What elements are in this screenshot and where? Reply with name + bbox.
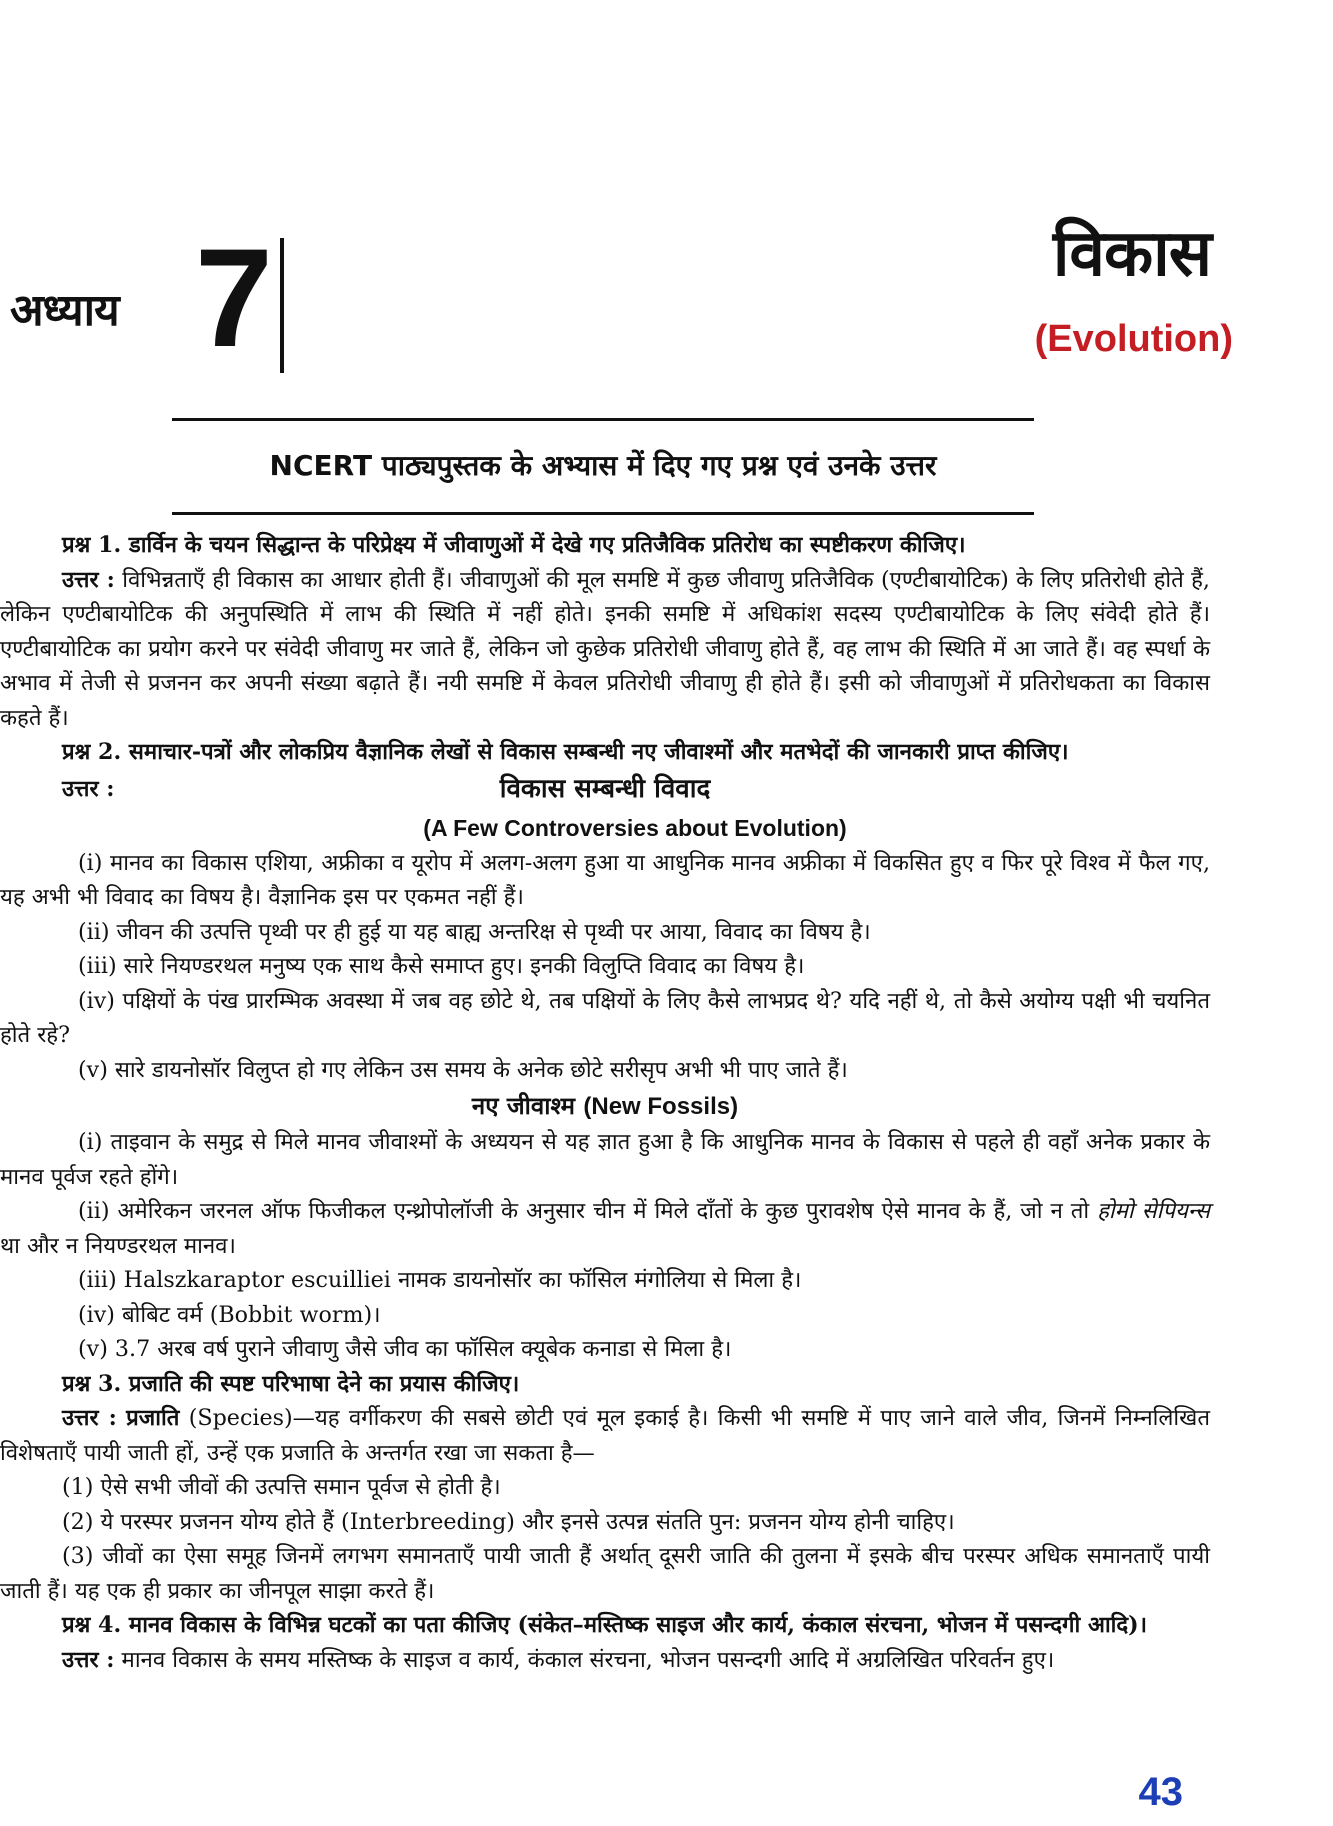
answer-label: उत्तर : (62, 775, 115, 802)
answer-label: उत्तर : (62, 1405, 117, 1431)
answer-label: उत्तर : (62, 1646, 115, 1673)
fossil-item: (i) ताइवान के समुद्र से मिले मानव जीवाश्मों के अध्ययन से यह ज्ञात हुआ है कि आधुनिक मानव के विकास से पहले ही वहाँ अनेक प्रकार के मानव पूर्वज रहते होंगे। (0, 1129, 1210, 1190)
fossil-item: (iii) Halszkaraptor escuilliei नामक डायनोसॉर का फॉसिल मंगोलिया से मिला है। (78, 1267, 802, 1293)
fossil-item: (iv) बोबिट वर्म (Bobbit worm)। (78, 1301, 381, 1328)
species-point: (1) ऐसे सभी जीवों की उत्पत्ति समान पूर्वज से होती है। (62, 1474, 501, 1500)
controversy-item: (iii) सारे नियण्डरथल मनुष्य एक साथ कैसे समाप्त हुए। इनकी विलुप्ति विवाद का विषय है। (78, 953, 805, 979)
question-3: प्रश्न 3. प्रजाति की स्पष्ट परिभाषा देने का प्रयास कीजिए। (62, 1370, 520, 1397)
answer-1-text: विभिन्नताएँ ही विकास का आधार होती हैं। जीवाणुओं की मूल समष्टि में कुछ जीवाणु प्रतिजैविक (एण्टीबायोटिक) के लिए प्रतिरोधी होते हैं, लेकिन एण्टीबायोटिक की अनुपस्थिति में लाभ की स्थिति में नहीं होते। इनकी समष्टि में अधिकांश सदस्य एण्टीबायोटिक के लिए संवेदी होते हैं। एण्टीबायोटिक का प्रयोग करने पर संवेदी जीवाणु मर जाते हैं, लेकिन जो कुछेक प्रतिरोधी जीवाणु होते हैं, वह लाभ की स्थिति में आ जाते हैं। वह स्पर्धा के अभाव में तेजी से प्रजनन कर अपनी संख्या बढ़ाते हैं। नयी समष्टि में केवल प्रतिरोधी जीवाणु ही होते हैं। इसी को जीवाणुओं में प्रतिरोधकता का विकास कहते हैं। (0, 566, 1210, 731)
answer-term: प्रजाति (126, 1405, 180, 1431)
chapter-label: अध्याय (10, 285, 119, 336)
page-number: 43 (1138, 1770, 1183, 1814)
question-2: प्रश्न 2. समाचार-पत्रों और लोकप्रिय वैज्ञानिक लेखों से विकास सम्बन्धी नए जीवाश्मों और मतभेदों की जानकारी प्राप्त कीजिए। (62, 739, 1069, 765)
fossils-title: नए जीवाश्म (471, 1092, 576, 1120)
chapter-number: 7 (195, 219, 273, 376)
fossil-item: (v) 3.7 अरब वर्ष पुराने जीवाणु जैसे जीव का फॉसिल क्यूबेक कनाडा से मिला है। (78, 1336, 732, 1362)
controversy-item: (iv) पक्षियों के पंख प्रारम्भिक अवस्था में जब वह छोटे थे, तब पक्षियों के लिए कैसे लाभप्रद थे? यदि नहीं थे, तो कैसे अयोग्य पक्षी भी चयनित होते रहे? (0, 987, 1210, 1048)
fossil-item-text: था और न नियण्डरथल मानव। (0, 1232, 236, 1259)
fossils-heading (0, 1087, 1210, 1125)
fossil-item-text: (ii) अमेरिकन जरनल ऑफ फिजीकल एन्थ्रोपोलॉजी के अनुसार चीन में मिले दाँतों के कुछ पुरावशेष ऐसे मानव के हैं, जो न तो (78, 1198, 1098, 1224)
answer-label: उत्तर : (62, 566, 115, 593)
answer-3-text: (Species)—यह वर्गीकरण की सबसे छोटी एवं मूल इकाई है। किसी भी समष्टि में पाए जाने वाले जीव, जिनमें निम्नलिखित विशेषताएँ पायी जाती हों, उन्हें एक प्रजाति के अन्तर्गत रखा जा सकता है— (0, 1405, 1210, 1466)
controversies-heading-row (0, 770, 1210, 810)
species-name: होमो सेपियन्स (1097, 1198, 1210, 1224)
controversies-title-en: (A Few Controversies about Evolution) (423, 814, 847, 841)
answer-1 (0, 563, 1210, 736)
answer-4-text: मानव विकास के समय मस्तिष्क के साइज व कार्य, कंकाल संरचना, भोजन पसन्दगी आदि में अग्रलिखित परिवर्तन हुए। (121, 1646, 1055, 1673)
answer-3 (0, 1401, 1210, 1470)
fossils-title-en: (New Fossils) (583, 1093, 739, 1120)
chapter-subtitle: (Evolution) (1034, 318, 1233, 360)
answer-4 (0, 1643, 1210, 1678)
chapter-title: विकास (1052, 217, 1211, 291)
fossil-item (0, 1194, 1210, 1263)
question-4: प्रश्न 4. मानव विकास के विभिन्न घटकों का पता कीजिए (संकेत–मस्तिष्क साइज और कार्य, कंकाल संरचना, भोजन में पसन्दगी आदि)। (62, 1612, 1148, 1638)
controversies-title: विकास सम्बन्धी विवाद (499, 773, 711, 804)
page-body (0, 528, 1210, 1677)
controversy-item: (i) मानव का विकास एशिया, अफ्रीका व यूरोप में अलग-अलग हुआ या आधुनिक मानव अफ्रीका में विकसित हुए व फिर पूरे विश्व में फैल गए, यह अभी भी विवाद का विषय है। वैज्ञानिक इस पर एकमत नहीं हैं। (0, 849, 1210, 910)
controversy-item: (v) सारे डायनोसॉर विलुप्त हो गए लेकिन उस समय के अनेक छोटे सरीसृप अभी भी पाए जाते हैं। (78, 1056, 848, 1083)
section-heading: NCERT पाठ्यपुस्तक के अभ्यास में दिए गए प्रश्न एवं उनके उत्तर (269, 449, 937, 482)
chapter-divider (280, 238, 284, 373)
heading-rule-top (172, 418, 1034, 421)
species-point: (2) ये परस्पर प्रजनन योग्य होते हैं (Interbreeding) और इनसे उत्पन्न संतति पुन: प्रजनन योग्य होनी चाहिए। (62, 1508, 955, 1535)
question-1: प्रश्न 1. डार्विन के चयन सिद्धान्त के परिप्रेक्ष्य में जीवाणुओं में देखे गए प्रतिजैविक प्रतिरोध का स्पष्टीकरण कीजिए। (62, 532, 966, 558)
controversy-item: (ii) जीवन की उत्पत्ति पृथ्वी पर ही हुई या यह बाह्य अन्तरिक्ष से पृथ्वी पर आया, विवाद का विषय है। (78, 918, 871, 945)
heading-rule-bottom (172, 512, 1034, 515)
species-point: (3) जीवों का ऐसा समूह जिनमें लगभग समानताएँ पायी जाती हैं अर्थात् दूसरी जाति की तुलना में इसके बीच परस्पर अधिक समानताएँ पायी जाती हैं। यह एक ही प्रकार का जीनपूल साझा करते हैं। (0, 1543, 1210, 1604)
